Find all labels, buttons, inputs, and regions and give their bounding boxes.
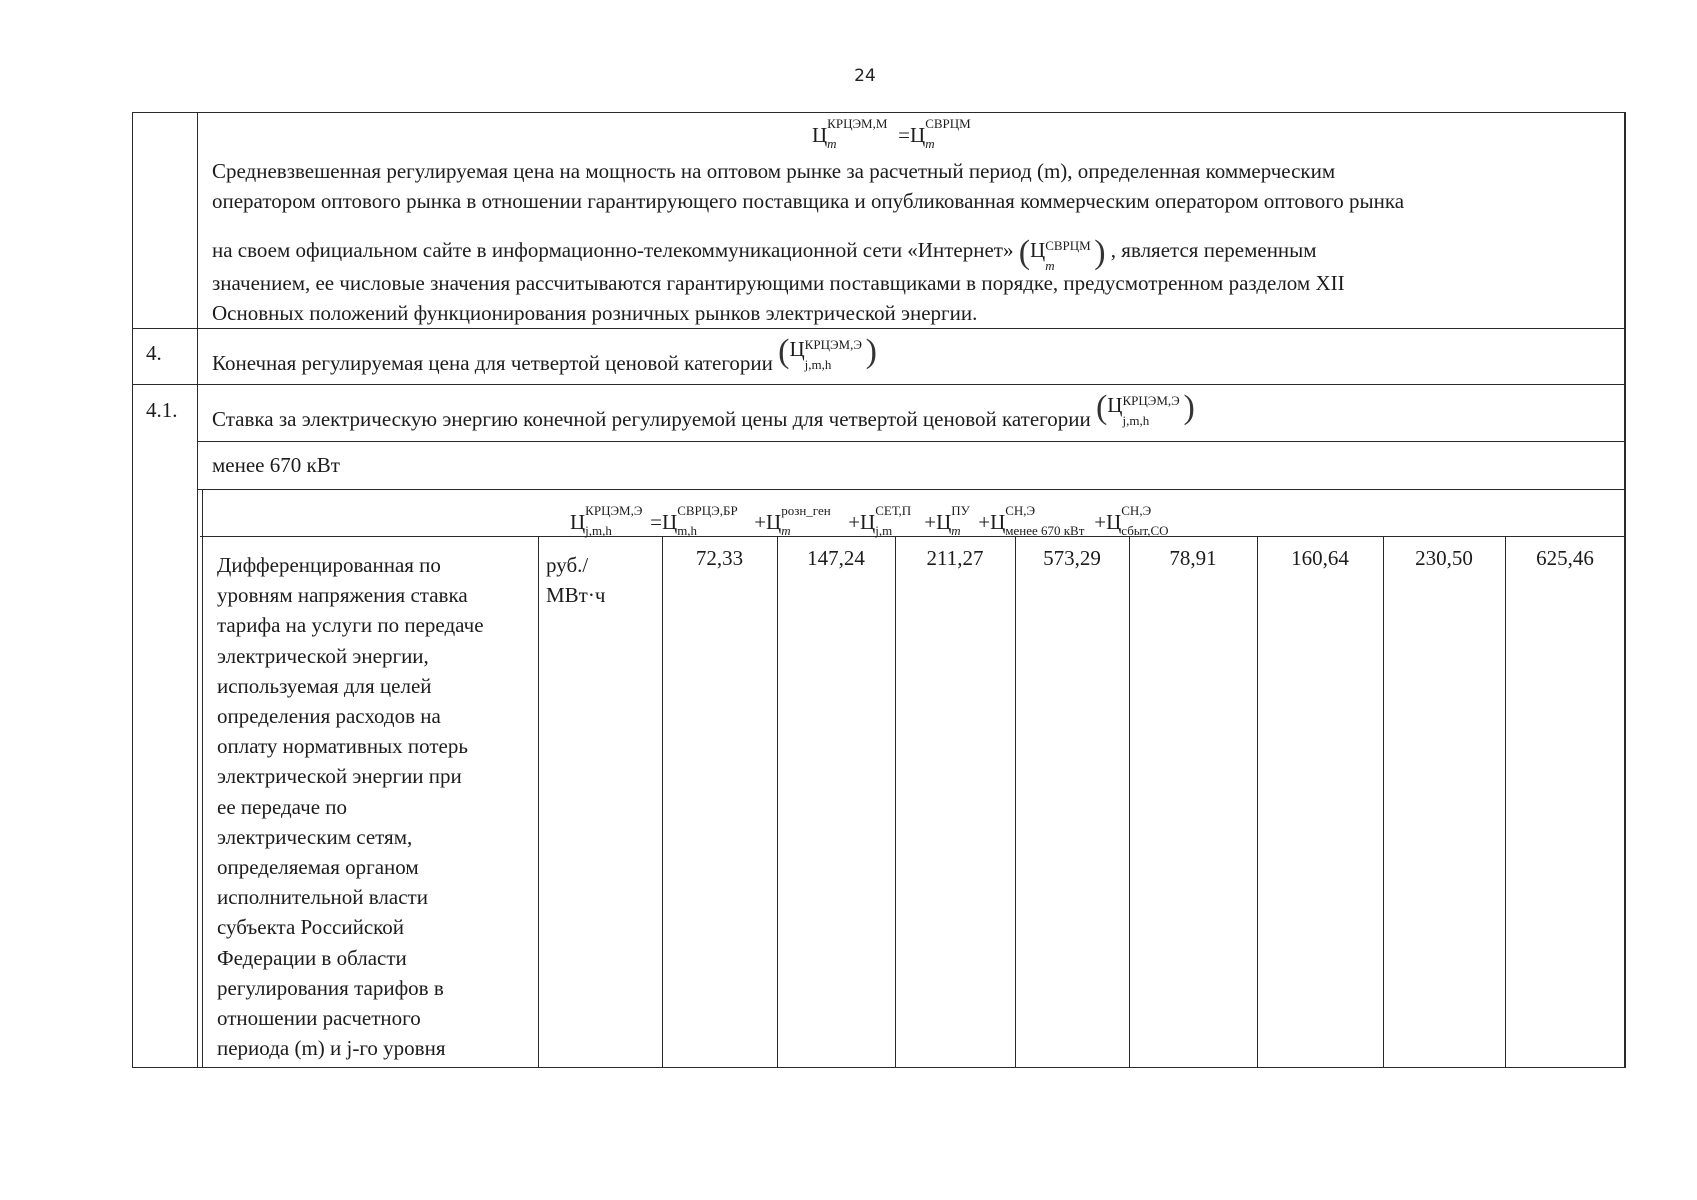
formula-sup: ПУ [951, 503, 970, 518]
row-4-1-sub: j,m,h [1122, 413, 1150, 428]
column-divider-v8 [1505, 536, 1506, 1068]
row-4-sup: КРЦЭМ,Э [804, 337, 862, 352]
unit-line-1: руб./ [546, 553, 589, 577]
formula-plus: + [924, 510, 937, 534]
description-line: используемая для целей [217, 673, 432, 698]
column-divider-v7 [1383, 536, 1384, 1068]
tariff-description [217, 550, 484, 1063]
paren-close: ) [1094, 234, 1106, 271]
formula-sup: КРЦЭМ,Э [585, 503, 643, 518]
column-divider-v2 [777, 536, 778, 1068]
page-number: 24 [854, 66, 876, 86]
power-band-label: менее 670 кВт [212, 453, 340, 477]
description-line: ее передаче по [217, 794, 348, 819]
column-divider-v3 [895, 536, 896, 1068]
paragraph-line-2: оператором оптового рынка в отношении гарантирующего поставщика и опубликованная коммерческим оператором оптового рынка [212, 189, 1405, 213]
formula-sub: m [925, 136, 935, 151]
formula-equals: = [650, 510, 663, 534]
value-cell-8: 625,46 [1536, 546, 1594, 570]
formula-sup: СН,Э [1121, 503, 1152, 518]
paren-close: ) [1183, 389, 1195, 426]
column-divider-v6 [1257, 536, 1258, 1068]
row-number-4-1: 4.1. [146, 398, 178, 422]
description-line: тарифа на услуги по передаче [217, 613, 484, 638]
row-4-text [212, 333, 877, 381]
row-4-1-symbol: Ц [1107, 393, 1123, 417]
formula-sub: менее 670 кВт [1005, 523, 1085, 538]
formula-symbol: Ц [936, 510, 952, 534]
paragraph-line-4: значением, ее числовые значения рассчитываются гарантирующими поставщиками в порядке, предусмотренном разделом XII [212, 271, 1345, 295]
formula-symbol: Ц [860, 510, 876, 534]
formula-equals: = [898, 123, 911, 147]
formula-sup: СЕТ,П [875, 503, 912, 518]
description-line: отношении расчетного [217, 1006, 421, 1031]
formula-sup: СН,Э [1005, 503, 1036, 518]
paragraph-line-1: Средневзвешенная регулируемая цена на мощность на оптовом рынке за расчетный период (m), определенная коммерческим [212, 159, 1336, 183]
formula-sub: сбыт,СО [1121, 523, 1169, 538]
description-line: субъекта Российской [217, 915, 405, 940]
description-line: электрической энергии при [217, 764, 462, 789]
description-line: определения расходов на [217, 704, 441, 729]
description-line: определяемая органом [217, 855, 419, 880]
column-divider-v5 [1129, 536, 1130, 1068]
formula-symbol: Ц [1106, 510, 1122, 534]
formula-sup: СВРЦМ [925, 116, 971, 131]
column-divider-v1 [662, 536, 663, 1068]
paragraph-line-3-text: на своем официальном сайте в информационно-телекоммуникационной сети «Интернет» [212, 238, 1014, 262]
paren-open: ( [1095, 389, 1108, 426]
description-line: уровням напряжения ставка [217, 583, 468, 608]
value-cell-5: 78,91 [1169, 546, 1217, 570]
formula-sub: j,m,h [585, 523, 612, 538]
formula-sub: m,h [677, 523, 698, 538]
row-4-1-label: Ставка за электрическую энергию конечной регулируемой цены для четвертой ценовой категории [212, 407, 1091, 431]
row-4-1-text [212, 389, 1195, 437]
description-line: электрической энергии, [217, 643, 429, 668]
formula-sub: j,m [875, 523, 893, 538]
formula-symbol: Ц [570, 510, 586, 534]
paren-open: ( [1018, 234, 1031, 271]
paren-open: ( [778, 333, 790, 370]
row-divider-formula-bottom [200, 536, 1626, 537]
inline-symbol: Ц [1030, 238, 1046, 262]
description-line: Федерации в области [217, 945, 407, 970]
row-number-4: 4. [146, 341, 162, 365]
unit-line-2: МВт·ч [546, 583, 606, 607]
formula-symbol: Ц [766, 510, 782, 534]
formula-sup: КРЦЭМ,М [827, 116, 888, 131]
row-divider-formula-top [197, 489, 1626, 490]
value-cell-1: 72,33 [695, 546, 744, 570]
formula-plus: + [754, 510, 767, 534]
formula-plus: + [1094, 510, 1107, 534]
value-cell-6: 160,64 [1291, 546, 1349, 570]
right-border-upper [1624, 113, 1625, 1068]
energy-price-formula [570, 503, 1169, 538]
row-divider-4-1 [132, 384, 1626, 385]
description-line: оплату нормативных потерь [217, 734, 468, 759]
formula-plus: + [978, 510, 991, 534]
row-4-1-sup: КРЦЭМ,Э [1122, 393, 1180, 408]
paragraph-line-3 [212, 234, 1317, 273]
value-cell-4: 573,29 [1043, 546, 1101, 570]
formula-symbol: Ц [812, 123, 828, 147]
formula-sub: m [781, 523, 791, 538]
inline-sub: m [1045, 258, 1055, 273]
row-4-sub: j,m,h [804, 357, 832, 372]
unit-cell [546, 550, 605, 610]
formula-sub: m [827, 136, 837, 151]
row-4-label: Конечная регулируемая цена для четвертой ценовой категории [212, 351, 773, 375]
column-divider-number [197, 113, 198, 1068]
formula-sup: розн_ген [781, 503, 831, 518]
paren-close: ) [865, 333, 877, 370]
description-line: исполнительной власти [217, 885, 428, 910]
description-line: периода (m) и j-го уровня [217, 1036, 446, 1061]
paragraph-line-5: Основных положений функционирования розничных рынков электрической энергии. [212, 301, 978, 325]
value-cell-3: 211,27 [926, 546, 984, 570]
formula-plus: + [848, 510, 861, 534]
formula-symbol: Ц [910, 123, 926, 147]
formula-symbol: Ц [662, 510, 678, 534]
capacity-price-formula [812, 116, 971, 151]
description-line: регулирования тарифов в [217, 975, 444, 1000]
value-cell-7: 230,50 [1415, 546, 1473, 570]
formula-symbol: Ц [990, 510, 1006, 534]
formula-sub: m [951, 523, 961, 538]
inline-sup: СВРЦМ [1045, 238, 1091, 253]
inner-left-border [202, 489, 203, 1068]
column-divider-unit [538, 536, 539, 1068]
description-line: электрическим сетям, [217, 824, 413, 849]
value-cell-2: 147,24 [807, 546, 865, 570]
column-divider-v4 [1015, 536, 1016, 1068]
paragraph-line-3-tail: , является переменным [1110, 238, 1317, 262]
row-divider-power-band [197, 441, 1626, 442]
description-line: Дифференцированная по [217, 553, 441, 577]
formula-sup: СВРЦЭ,БР [677, 503, 738, 518]
row-4-symbol: Ц [789, 337, 805, 361]
